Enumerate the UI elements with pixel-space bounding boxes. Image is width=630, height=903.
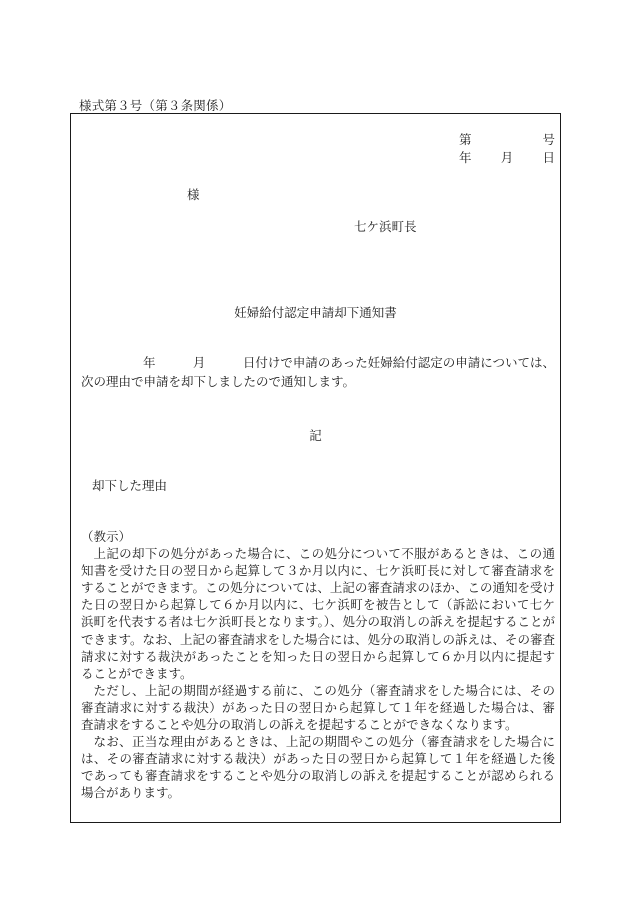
document-number [459, 130, 555, 148]
notice-paragraph-1: 上記の却下の処分があった場合に、この処分について不服があるときは、この通知書を受けた日の翌日から起算して３か月以内に、七ケ浜町長に対して審査請求をすることができます。この処分については、上記の審査請求のほか、この通知を受けた日の翌日から起算して６か月以内に、七ケ浜町を被告として（訴訟において七ケ浜町を代表する者は七ケ浜町長となります。）、処分の取消しの訴えを提起することができます。なお、上記の審査請求をした場合には、処分の取消しの訴えは、その審査請求に対する裁決があったことを知った日の翌日から起算して６か月以内に提起することができます。 [81, 546, 556, 681]
date-day: 日 [542, 150, 555, 165]
document-title: 妊婦給付認定申請却下通知書 [234, 305, 397, 320]
notice-frame [70, 113, 561, 823]
notice-heading: （教示） [81, 529, 132, 544]
notice-paragraph-3: なお、正当な理由があるときは、上記の期間やこの処分（審査請求をした場合には、その審査請求に対する裁決）があった日の翌日から起算して１年を経過した後であっても審査請求をすることや処分の取消しの訴えを提起することが認められる場合があります。 [81, 734, 555, 801]
date-year: 年 [459, 150, 472, 165]
number-suffix: 号 [542, 132, 555, 147]
date-month: 月 [500, 150, 514, 165]
appeal-notice [81, 528, 555, 802]
intro-paragraph [81, 354, 555, 391]
intro-month: 月 [192, 355, 206, 370]
intro-line-1 [81, 354, 555, 373]
number-prefix: 第 [459, 132, 472, 147]
intro-line-2: 次の理由で申請を却下しましたので通知します。 [81, 373, 356, 389]
form-number-label: 様式第３号（第３条関係） [79, 98, 232, 113]
intro-year: 年 [143, 355, 156, 370]
issuer-name: 七ケ浜町長 [354, 219, 417, 234]
document-date [459, 148, 555, 166]
notice-paragraph-2: ただし、上記の期間が経過する前に、この処分（審査請求をした場合には、その審査請求に対する裁決）があった日の翌日から起算して１年を経過した場合は、審査請求をすることや処分の取消しの訴えを提起することができなくなります。 [81, 682, 555, 733]
ki-heading: 記 [309, 428, 322, 443]
recipient-line: 様 [187, 187, 200, 202]
intro-line1-text: 日付けで申請のあった妊婦給付認定の申請については、 [242, 355, 555, 370]
rejection-reason-label: 却下した理由 [92, 478, 168, 493]
